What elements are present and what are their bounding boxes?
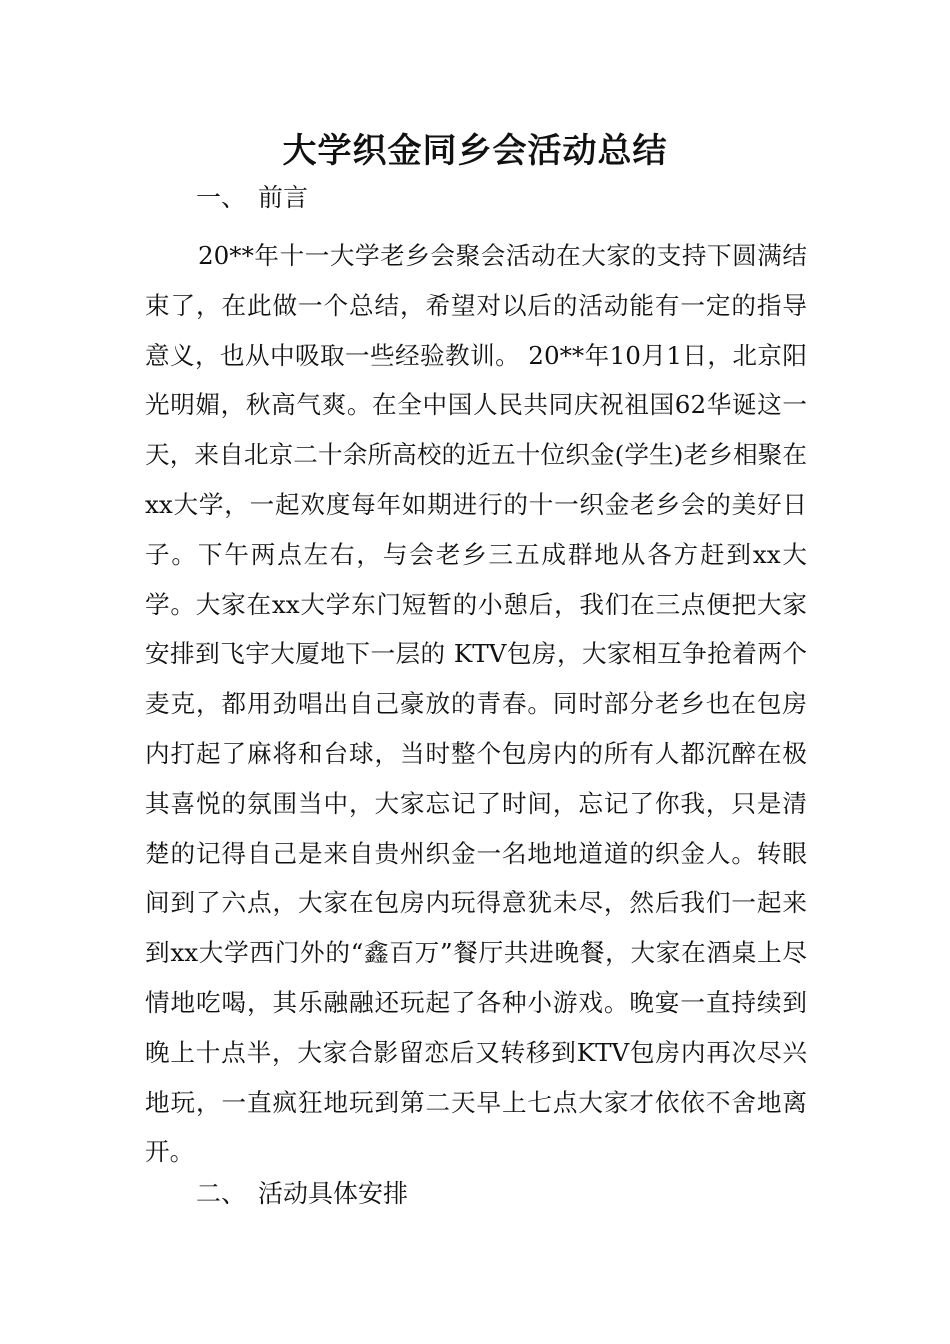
section-heading-text: 活动具体安排 [258, 1179, 409, 1208]
section-heading-arrangement [196, 1177, 408, 1211]
document-title: 大学织金同乡会活动总结 [282, 131, 668, 171]
body-paragraph: 20**年十一大学老乡会聚会活动在大家的支持下圆满结束了，在此做一个总结，希望对以后的活动能有一定的指导意义，也从中吸取一些经验教训。 20**年10月1日，北京阳光明媚，秋高气爽。在全中国人民共同庆祝祖国62华诞这一天，来自北京二十余所高校的近五十位织金(学生)老乡相聚在xx大学，一起欢度每年如期进行的十一织金老乡会的美好日子。下午两点左右，与会老乡三五成群地从各方赶到xx大学。大家在xx大学东门短暂的小憩后，我们在三点便把大家安排到飞宇大厦地下一层的 KTV包房，大家相互争抢着两个麦克，都用劲唱出自己豪放的青春。同时部分老乡也在包房内打起了麻将和台球，当时整个包房内的所有人都沉醉在极其喜悦的氛围当中，大家忘记了时间，忘记了你我，只是清楚的记得自己是来自贵州织金一名地地道道的织金人。转眼间到了六点，大家在包房内玩得意犹未尽，然后我们一起来到xx大学西门外的“鑫百万”餐厅共进晚餐，大家在酒桌上尽情地吃喝，其乐融融还玩起了各种小游戏。晚宴一直持续到晚上十点半，大家合影留恋后又转移到KTV包房内再次尽兴地玩，一直疯狂地玩到第二天早上七点大家才依依不舍地离开。 [145, 241, 807, 1167]
section-heading-preface [196, 181, 308, 215]
section-number: 一、 [196, 183, 247, 212]
section-number: 二、 [196, 1179, 247, 1208]
section-heading-text: 前言 [258, 183, 309, 212]
